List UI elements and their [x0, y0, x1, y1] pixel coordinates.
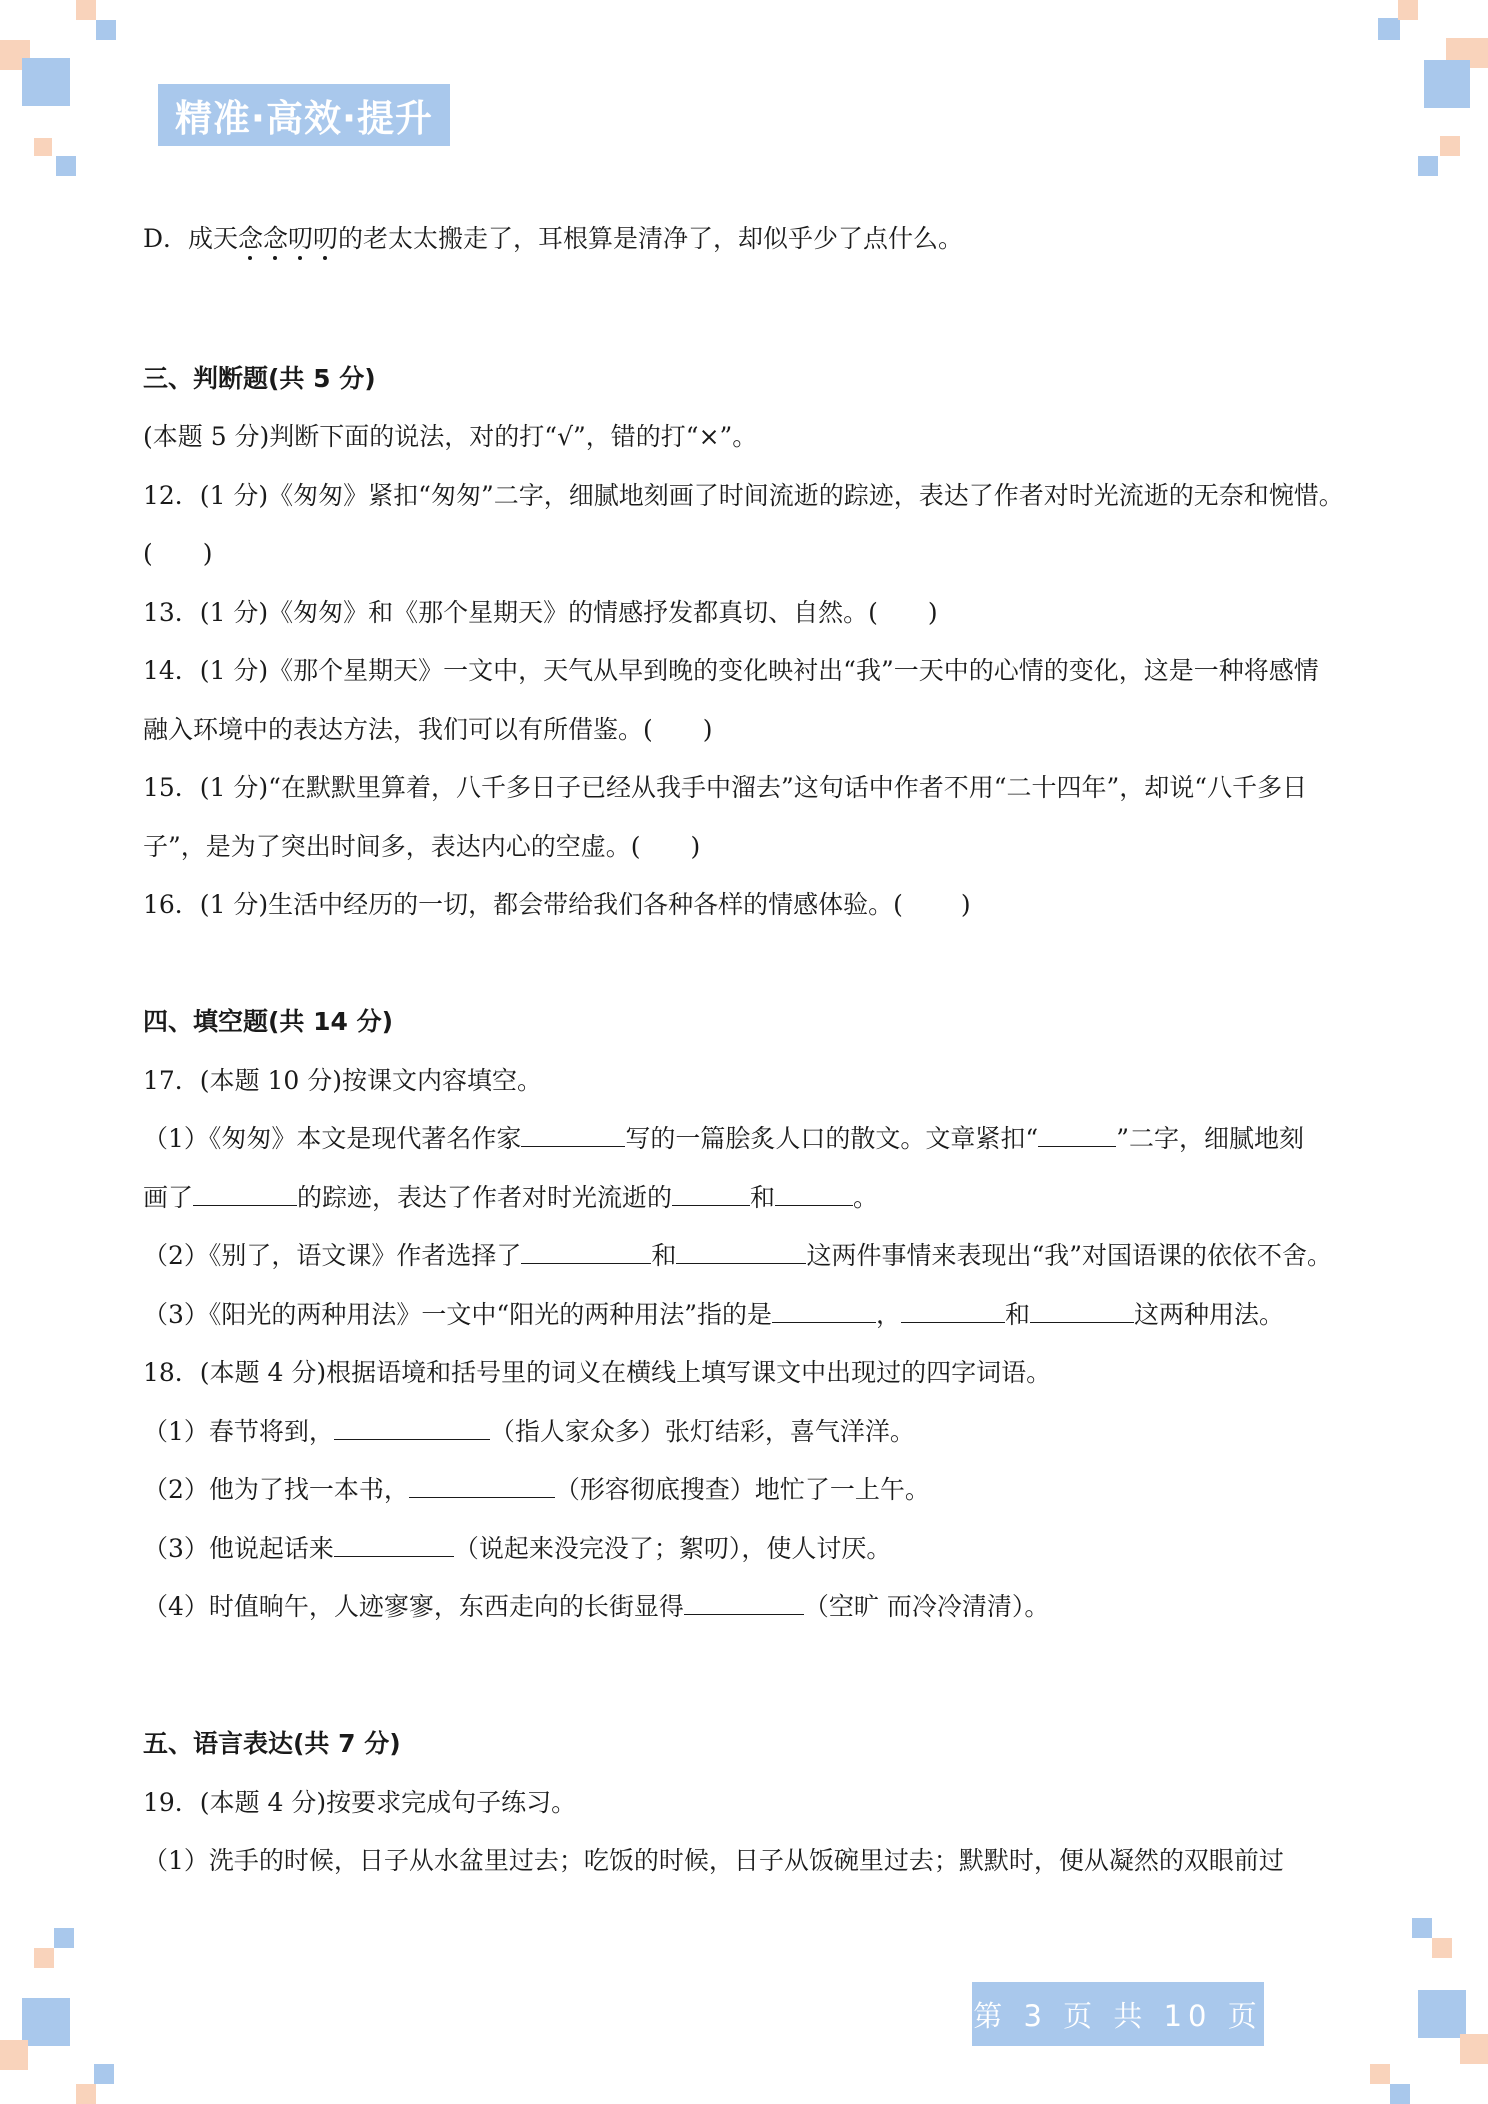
- page-indicator: 第 3 页 共 10 页: [972, 1982, 1264, 2046]
- answer-blank[interactable]: [672, 1183, 750, 1206]
- answer-blank[interactable]: [521, 1124, 625, 1147]
- question-12-answer: ( ): [143, 539, 213, 568]
- answer-blank[interactable]: [193, 1183, 297, 1206]
- answer-blank[interactable]: [772, 1300, 876, 1323]
- question-15: 15．(1 分)“在默默里算着，八千多日子已经从我手中溜去”这句话中作者不用“二十四年”，却说“八千多日: [143, 773, 1308, 802]
- emphasis-dot: [298, 256, 302, 260]
- question-17-1-cont: 画了 的踪迹，表达了作者对时光流逝的 和 。: [143, 1183, 879, 1212]
- answer-blank[interactable]: [334, 1534, 454, 1557]
- emphasis-dot: [273, 256, 277, 260]
- answer-blank[interactable]: [775, 1183, 853, 1206]
- question-18-4: （4）时值晌午，人迹寥寥，东西走向的长街显得 （空旷 而冷冷清清）。: [143, 1592, 1050, 1621]
- question-13: 13．(1 分)《匆匆》和《那个星期天》的情感抒发都真切、自然。( ): [143, 598, 938, 627]
- question-18-1: （1）春节将到， （指人家众多）张灯结彩，喜气洋洋。: [143, 1417, 915, 1446]
- question-17: 17．(本题 10 分)按课文内容填空。: [143, 1066, 543, 1095]
- answer-blank[interactable]: [684, 1592, 804, 1615]
- section-heading-expression: 五、语言表达(共 7 分): [143, 1729, 401, 1758]
- emphasis-dot: [248, 256, 252, 260]
- question-18-2: （2）他为了找一本书， （形容彻底搜查）地忙了一上午。: [143, 1475, 930, 1504]
- question-17-1: （1）《匆匆》本文是现代著名作家 写的一篇脍炙人口的散文。文章紧扣“ ”二字，细腻地刻: [143, 1124, 1305, 1153]
- answer-blank[interactable]: [334, 1417, 490, 1440]
- section-heading-judgment: 三、判断题(共 5 分): [143, 364, 376, 393]
- answer-blank[interactable]: [1038, 1124, 1116, 1147]
- section-heading-fill: 四、填空题(共 14 分): [143, 1007, 394, 1036]
- question-17-3: （3）《阳光的两种用法》一文中“阳光的两种用法”指的是 ， 和 这两种用法。: [143, 1300, 1285, 1329]
- answer-blank[interactable]: [1030, 1300, 1134, 1323]
- emphasis-dot: [323, 256, 327, 260]
- answer-blank[interactable]: [901, 1300, 1005, 1323]
- option-d: D．成天念念叨叨的老太太搬走了，耳根算是清净了，却似乎少了点什么。: [143, 224, 964, 253]
- brand-banner: 精准·高效·提升: [158, 84, 450, 146]
- question-19: 19．(本题 4 分)按要求完成句子练习。: [143, 1788, 577, 1817]
- question-14-cont: 融入环境中的表达方法，我们可以有所借鉴。( ): [143, 715, 713, 744]
- question-16: 16．(1 分)生活中经历的一切，都会带给我们各种各样的情感体验。( ): [143, 890, 971, 919]
- question-14: 14．(1 分)《那个星期天》一文中，天气从早到晚的变化映衬出“我”一天中的心情的变化，这是一种将感情: [143, 656, 1319, 685]
- question-15-cont: 子”，是为了突出时间多，表达内心的空虚。( ): [143, 832, 701, 861]
- question-18: 18．(本题 4 分)根据语境和括号里的词义在横线上填写课文中出现过的四字词语。: [143, 1358, 1052, 1387]
- answer-blank[interactable]: [676, 1241, 806, 1264]
- answer-blank[interactable]: [409, 1475, 555, 1498]
- section-instructions: (本题 5 分)判断下面的说法，对的打“√”，错的打“×”。: [143, 422, 758, 451]
- question-18-3: （3）他说起话来 （说起来没完没了；絮叨），使人讨厌。: [143, 1534, 892, 1563]
- question-12: 12．(1 分)《匆匆》紧扣“匆匆”二字，细腻地刻画了时间流逝的踪迹，表达了作者对时光流逝的无奈和惋惜。: [143, 481, 1344, 510]
- answer-blank[interactable]: [521, 1241, 651, 1264]
- question-17-2: （2）《别了，语文课》作者选择了 和 这两件事情来表现出“我”对国语课的依依不舍。: [143, 1241, 1333, 1270]
- question-19-1: （1）洗手的时候，日子从水盆里过去；吃饭的时候，日子从饭碗里过去；默默时，便从凝然的双眼前过: [143, 1846, 1284, 1875]
